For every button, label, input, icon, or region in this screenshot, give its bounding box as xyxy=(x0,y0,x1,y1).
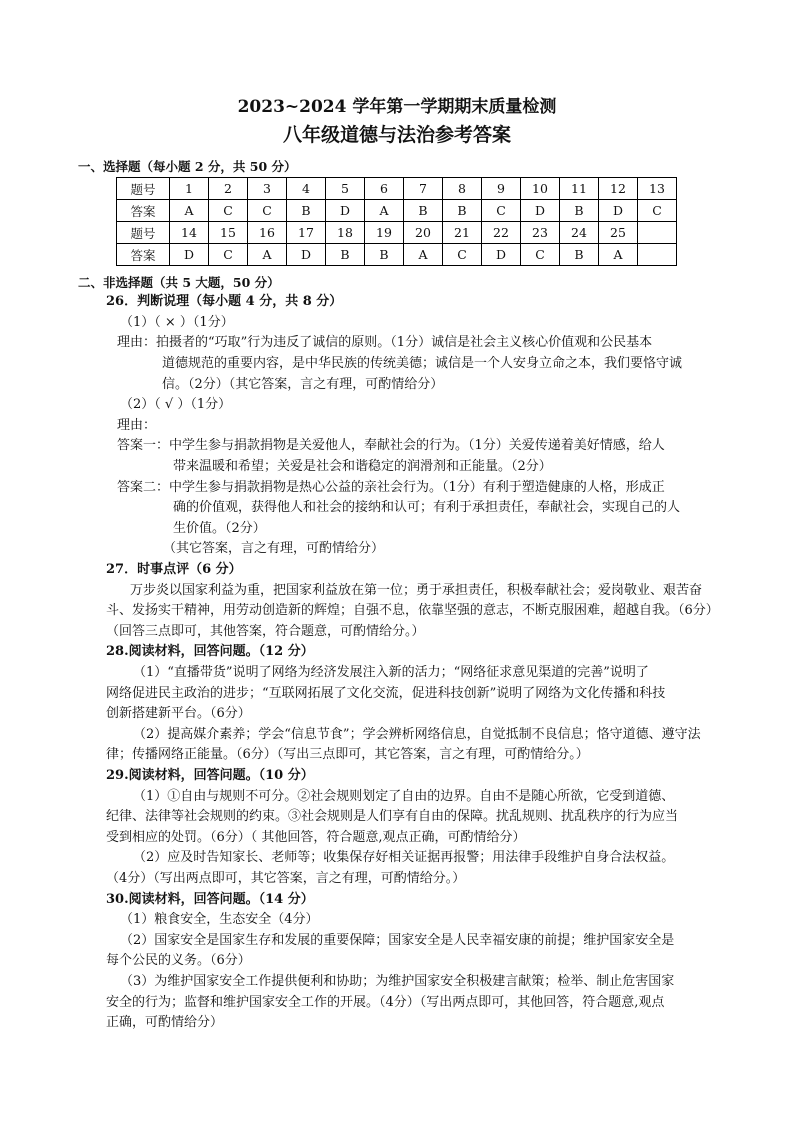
table-cell: 9 xyxy=(482,178,521,200)
table-cell: 1 xyxy=(170,178,209,200)
answer-line: 每个公民的义务。（6分） xyxy=(106,953,251,968)
section-heading-choice: 一、选择题（每小题 2 分，共 50 分） xyxy=(78,159,297,174)
table-cell: 答案 xyxy=(117,244,170,266)
answer-line: （其它答案，言之有理，可酌情给分） xyxy=(163,541,385,556)
table-cell: 14 xyxy=(170,222,209,244)
table-row xyxy=(117,200,677,222)
table-cell: 答案 xyxy=(117,200,170,222)
table-cell: 题号 xyxy=(117,178,170,200)
table-cell: C xyxy=(209,200,248,222)
table-cell: A xyxy=(170,200,209,222)
table-cell: D xyxy=(599,200,638,222)
table-cell: 10 xyxy=(521,178,560,200)
table-row xyxy=(117,244,677,266)
answer-line: 理由：拍摄者的“巧取”行为违反了诚信的原则。（1分）诚信是社会主义核心价值观和公民基本 xyxy=(117,335,653,350)
table-cell: D xyxy=(287,244,326,266)
table-cell: 21 xyxy=(443,222,482,244)
table-cell: 4 xyxy=(287,178,326,200)
table-cell: C xyxy=(521,244,560,266)
answer-line: （2）国家安全是国家生存和发展的重要保障；国家安全是人民幸福安康的前提；维护国家安全是 xyxy=(120,933,675,948)
table-cell: 19 xyxy=(365,222,404,244)
table-cell: B xyxy=(365,244,404,266)
table-row xyxy=(117,178,677,200)
table-cell: 24 xyxy=(560,222,599,244)
question-27-heading: 27．时事点评（6 分） xyxy=(106,562,242,577)
table-cell: B xyxy=(326,244,365,266)
answer-line: （2）应及时告知家长、老师等；收集保存好相关证据再报警；用法律手段维护自身合法权益。 xyxy=(133,850,675,865)
answer-line: 受到相应的处罚。（6分）（ 其他回答，符合题意,观点正确，可酌情给分） xyxy=(106,830,526,845)
table-cell: 2 xyxy=(209,178,248,200)
answer-line: （4分）（写出两点即可，其它答案，言之有理，可酌情给分。） xyxy=(106,871,466,886)
answer-line: （2）（ √ ）（1分） xyxy=(120,397,232,412)
table-cell: B xyxy=(287,200,326,222)
answer-line: 万步炎以国家利益为重，把国家利益放在第一位；勇于承担责任，积极奉献社会；爱岗敬业、艰苦奋 xyxy=(130,583,703,598)
table-cell: C xyxy=(482,200,521,222)
table-cell: 20 xyxy=(404,222,443,244)
answer-line: 信。（2分）（其它答案，言之有理，可酌情给分） xyxy=(162,377,444,392)
table-cell: C xyxy=(209,244,248,266)
table-cell: A xyxy=(404,244,443,266)
answer-line: 斗、发扬实干精神，用劳动创造新的辉煌；自强不息，依靠坚强的意志，不断克服困难，超越自我。（6分） xyxy=(106,603,719,618)
table-cell: 22 xyxy=(482,222,521,244)
answer-line: 网络促进民主政治的进步；“互联网拓展了文化交流，促进科技创新”说明了网络为文化传播和科技 xyxy=(106,686,666,701)
table-cell: 7 xyxy=(404,178,443,200)
table-cell: D xyxy=(170,244,209,266)
answer-line: （1）粮食安全，生态安全（4分） xyxy=(120,912,319,927)
table-cell: 17 xyxy=(287,222,326,244)
table-cell: C xyxy=(248,200,287,222)
answer-line: （回答三点即可，其他答案，符合题意，可酌情给分。） xyxy=(106,624,425,639)
table-cell: A xyxy=(599,244,638,266)
table-cell: B xyxy=(404,200,443,222)
table-cell: 15 xyxy=(209,222,248,244)
answer-line: （3）为维护国家安全工作提供便利和协助；为维护国家安全积极建言献策；检举、制止危害国家 xyxy=(120,974,675,989)
question-28-heading: 28.阅读材料，回答问题。（12 分） xyxy=(106,644,314,659)
answer-line: （1）①自由与规则不可分。②社会规则划定了自由的边界。自由不是随心所欲，它受到道德、 xyxy=(133,789,675,804)
table-cell: 12 xyxy=(599,178,638,200)
answer-line: （1）（ × ）（1分） xyxy=(120,315,234,330)
table-cell: 13 xyxy=(638,178,677,200)
answer-line: （1）“直播带货”说明了网络为经济发展注入新的活力；“网络征求意见渠道的完善”说明了 xyxy=(133,665,649,680)
answer-line: 确的价值观，获得他人和社会的接纳和认可；有利于承担责任，奉献社会，实现自己的人 xyxy=(173,500,681,515)
answer-line: 理由： xyxy=(117,418,157,433)
table-row xyxy=(117,222,677,244)
table-cell: C xyxy=(638,200,677,222)
table-cell: 18 xyxy=(326,222,365,244)
table-cell: 题号 xyxy=(117,222,170,244)
answer-line: 律；传播网络正能量。（6分）（写出三点即可，其它答案，言之有理，可酌情给分。） xyxy=(106,747,589,762)
table-cell: 5 xyxy=(326,178,365,200)
answer-line: 答案二：中学生参与捐款捐物是热心公益的亲社会行为。（1分）有利于塑造健康的人格，形成正 xyxy=(117,480,665,495)
table-cell: 25 xyxy=(599,222,638,244)
table-cell: B xyxy=(560,244,599,266)
table-cell: B xyxy=(560,200,599,222)
table-cell: 3 xyxy=(248,178,287,200)
table-cell: D xyxy=(482,244,521,266)
table-cell: 6 xyxy=(365,178,404,200)
table-cell: D xyxy=(521,200,560,222)
question-26-heading: 26．判断说理（每小题 4 分，共 8 分） xyxy=(106,294,343,309)
answer-line: 带来温暖和希望；关爱是社会和谐稳定的润滑剂和正能量。（2分） xyxy=(173,459,552,474)
table-cell: 16 xyxy=(248,222,287,244)
table-cell: B xyxy=(443,200,482,222)
table-cell: 8 xyxy=(443,178,482,200)
page-title: 2023~2024 学年第一学期期末质量检测 xyxy=(237,97,557,117)
answer-line: （2）提高媒介素养；学会“信息节食”；学会辨析网络信息，自觉抵制不良信息；恪守道德、遵守法 xyxy=(133,727,701,742)
answer-line: 正确，可酌情给分） xyxy=(106,1015,224,1030)
question-30-heading: 30.阅读材料，回答问题。（14 分） xyxy=(106,892,314,907)
answer-line: 安全的行为；监督和维护国家安全工作的开展。（4分）（写出两点即可，其他回答，符合题意,观点 xyxy=(106,995,665,1010)
table-cell: 23 xyxy=(521,222,560,244)
table-cell: A xyxy=(365,200,404,222)
section-heading-nonchoice: 二、非选择题（共 5 大题，50 分） xyxy=(78,275,280,290)
table-cell: 11 xyxy=(560,178,599,200)
page-subtitle: 八年级道德与法治参考答案 xyxy=(282,124,511,146)
table-cell: A xyxy=(248,244,287,266)
answer-line: 生价值。（2分） xyxy=(173,521,266,536)
table-cell: D xyxy=(326,200,365,222)
answer-line: 道德规范的重要内容，是中华民族的传统美德；诚信是一个人安身立命之本，我们要恪守诚 xyxy=(162,356,683,371)
answer-line: 答案一：中学生参与捐款捐物是关爱他人，奉献社会的行为。（1分）关爱传递着美好情感，给人 xyxy=(117,438,665,453)
question-29-heading: 29.阅读材料，回答问题。（10 分） xyxy=(106,768,314,783)
table-cell: C xyxy=(443,244,482,266)
table-cell xyxy=(638,222,677,244)
answer-line: 纪律、法律等社会规则的约束。③社会规则是人们享有自由的保障。扰乱规则、扰乱秩序的行为应当 xyxy=(106,809,679,824)
table-cell xyxy=(638,244,677,266)
answer-line: 创新搭建新平台。（6分） xyxy=(106,706,251,721)
answer-table xyxy=(116,177,677,266)
